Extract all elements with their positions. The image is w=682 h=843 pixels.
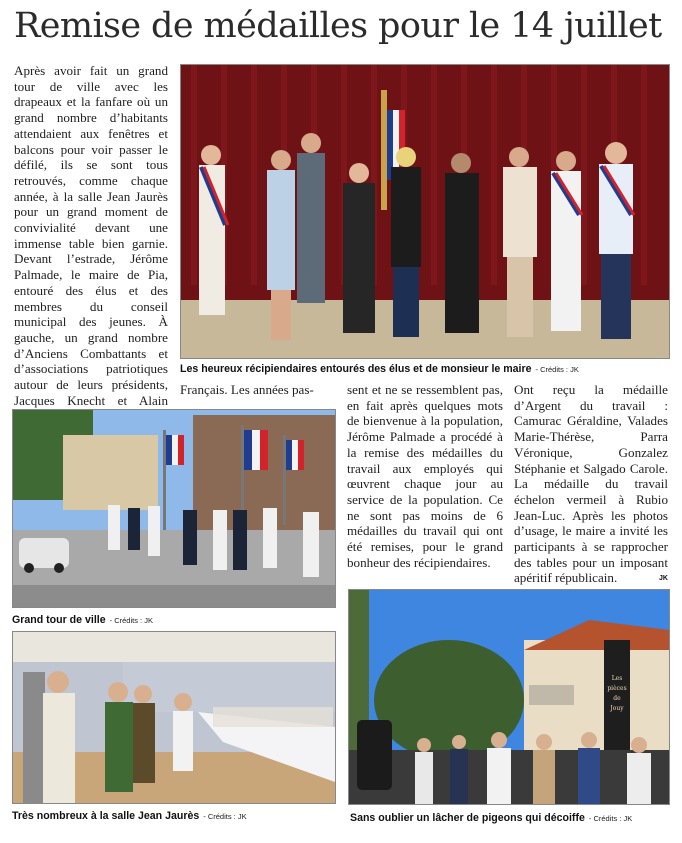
pigeons-photo bbox=[348, 589, 670, 805]
main-group-photo bbox=[180, 64, 670, 359]
hall-photo bbox=[12, 631, 336, 804]
pigeons-photo-credit: - Crédits : JK bbox=[588, 814, 633, 823]
parade-photo bbox=[12, 409, 336, 608]
author-signature: JK bbox=[659, 575, 668, 582]
pigeons-photo-caption bbox=[350, 812, 632, 824]
hall-photo-credit: - Crédits : JK bbox=[203, 812, 247, 821]
article-text-column-4: Ont reçu la médaille d’Argent du travail : Camurac Géraldine, Valades Marie-Thérèse, Parra Véronique, Gonzalez Stéphanie et Salgado Carole. La médaille du travail échelon vermeil à Rubio Jean-Luc. Après les photos d’usage, le maire a invité les participants à se rapprocher des tables pour un imposant apéritif républicain. bbox=[514, 382, 668, 586]
pigeons-photo-caption-text: Sans oublier un lâcher de pigeons qui décoiffe bbox=[350, 812, 585, 824]
hall-photo-caption bbox=[12, 810, 247, 822]
article-headline: Remise de médailles pour le 14 juillet bbox=[14, 6, 662, 46]
hall-photo-caption-text: Très nombreux à la salle Jean Jaurès bbox=[12, 810, 200, 822]
parade-photo-caption bbox=[12, 614, 153, 626]
main-photo-credit: - Crédits : JK bbox=[535, 365, 579, 374]
parade-photo-credit: - Crédits : JK bbox=[109, 616, 153, 625]
main-photo-caption-text: Les heureux récipiendaires entourés des élus et de monsieur le maire bbox=[180, 363, 532, 375]
main-photo-caption bbox=[180, 363, 579, 375]
article-text-column-3: sent et ne se ressemblent pas, en fait après quelques mots de bienvenue à la population, Jérôme Palmade a procédé à la remise des médailles du travail aux employés qui œuvrent chaque jour au service de la population. Ce ne sont pas moins de 6 médailles du travail qui ont été remises, pour le grand bonheur des récipiendaires. bbox=[347, 382, 503, 570]
article-text-column-1: Après avoir fait un grand tour de ville avec les drapeaux et la fanfare où un grand nombre d’habitants attendaient aux fenêtres et balcons pour voir passer le défilé, ils se sont tous retrouvés, comme chaque année, à la salle Jean Jaurès pour un grand moment de convivialité devant une immense table bien garnie. Devant l’estrade, Jérôme Palmade, le maire de Pia, entouré des élus et des membres du conseil municipal des jeunes. À gauche, un grand nombre d’Anciens Combattants et d’associations patriotiques autour de leurs présidents, Jacques Knecht et Alain bbox=[14, 63, 168, 408]
sign-line-3: de bbox=[613, 695, 621, 702]
sign-line-4: Jouy bbox=[610, 705, 624, 712]
sign-line-1: Les bbox=[611, 675, 623, 682]
sign-line-2: pièces bbox=[607, 685, 627, 692]
article-text-column-2: Français. Les années pas- bbox=[180, 382, 314, 397]
parade-photo-caption-text: Grand tour de ville bbox=[12, 614, 106, 626]
